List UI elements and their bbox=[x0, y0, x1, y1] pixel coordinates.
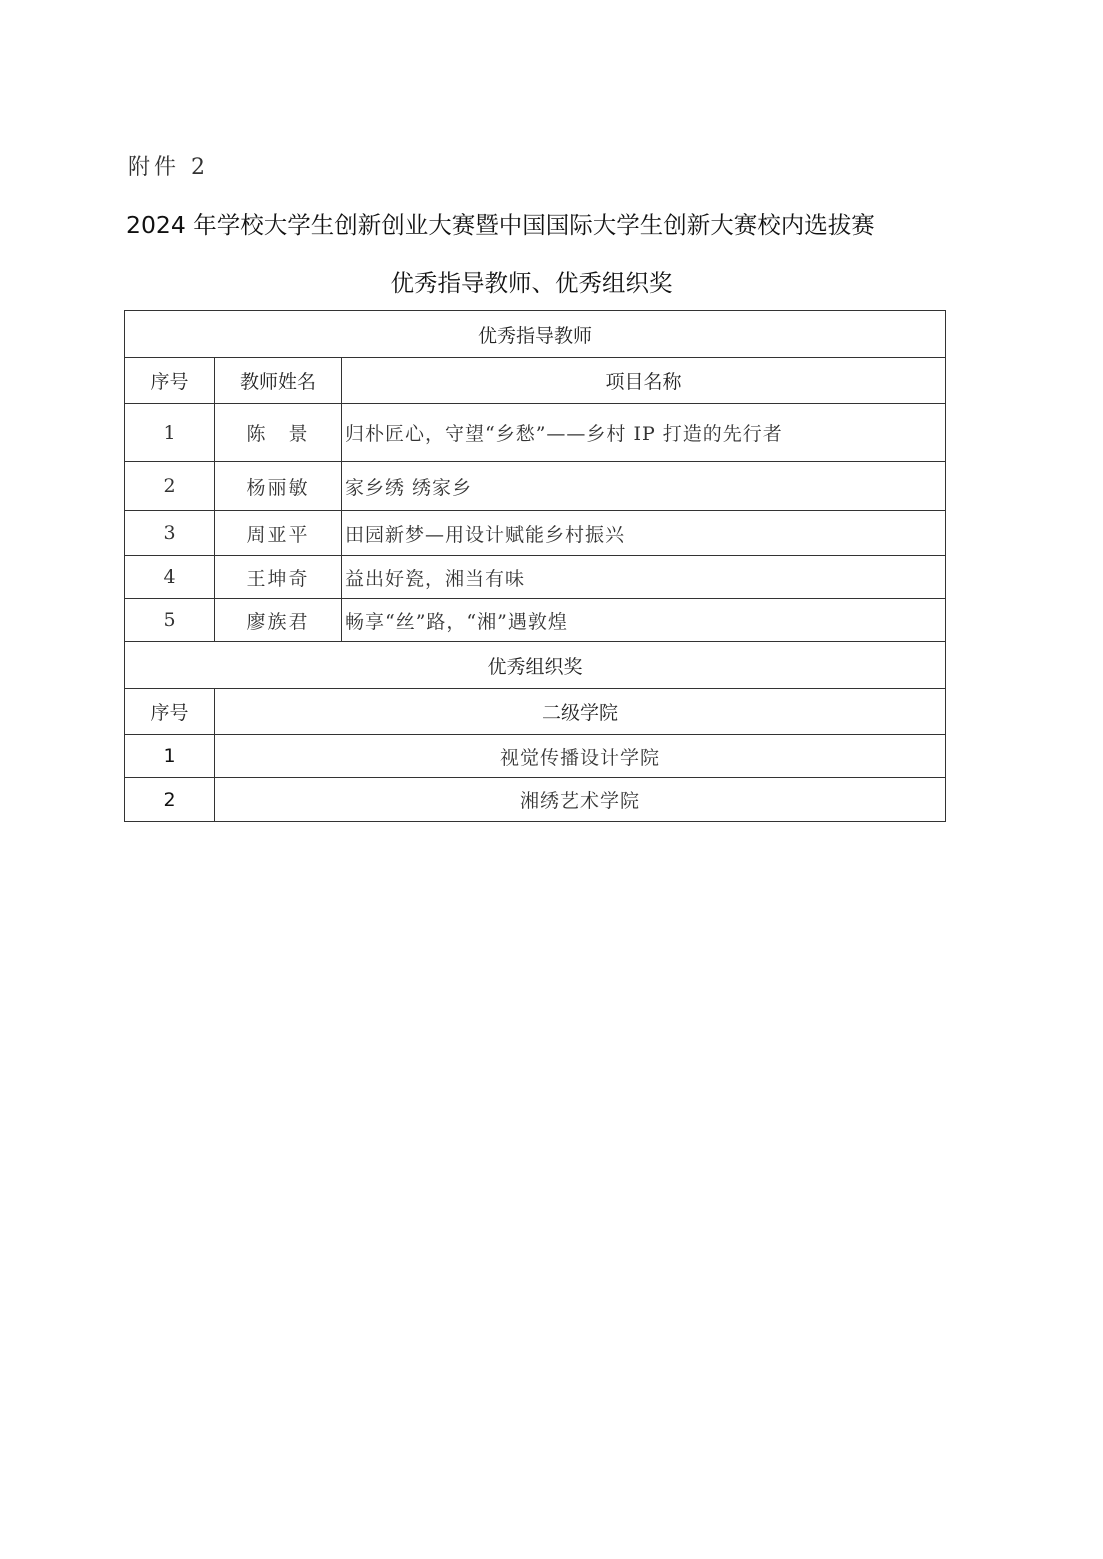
header-project-name: 项目名称 bbox=[342, 358, 946, 404]
teachers-section-row bbox=[125, 311, 946, 358]
table-row bbox=[125, 599, 946, 642]
row-project-name: 归朴匠心，守望“乡愁”——乡村 IP 打造的先行者 bbox=[342, 404, 946, 462]
row-college: 湘绣艺术学院 bbox=[215, 778, 946, 822]
teachers-header-row bbox=[125, 358, 946, 404]
document-subtitle: 优秀指导教师、优秀组织奖 bbox=[390, 269, 673, 297]
row-no: 1 bbox=[125, 735, 215, 778]
row-project-name: 家乡绣 绣家乡 bbox=[342, 462, 946, 511]
table-row bbox=[125, 462, 946, 511]
row-no: 4 bbox=[125, 556, 215, 599]
row-teacher-name: 王坤奇 bbox=[215, 556, 342, 599]
header-no: 序号 bbox=[125, 689, 215, 735]
row-project-name: 畅享“丝”路，“湘”遇敦煌 bbox=[342, 599, 946, 642]
table-row bbox=[125, 778, 946, 822]
row-teacher-name: 杨丽敏 bbox=[215, 462, 342, 511]
table-row bbox=[125, 511, 946, 556]
row-no: 2 bbox=[125, 778, 215, 822]
table-row bbox=[125, 404, 946, 462]
document-title: 2024 年学校大学生创新创业大赛暨中国国际大学生创新大赛校内选拔赛 bbox=[126, 211, 875, 239]
row-teacher-name: 廖族君 bbox=[215, 599, 342, 642]
header-no: 序号 bbox=[125, 358, 215, 404]
row-teacher-name: 陈 景 bbox=[215, 404, 342, 462]
table-row bbox=[125, 735, 946, 778]
row-college: 视觉传播设计学院 bbox=[215, 735, 946, 778]
organization-section-heading: 优秀组织奖 bbox=[125, 642, 946, 689]
row-no: 2 bbox=[125, 462, 215, 511]
row-no: 5 bbox=[125, 599, 215, 642]
row-project-name: 益出好瓷，湘当有味 bbox=[342, 556, 946, 599]
attachment-label: 附件 2 bbox=[128, 155, 209, 180]
teachers-section-heading: 优秀指导教师 bbox=[125, 311, 946, 358]
header-teacher-name: 教师姓名 bbox=[215, 358, 342, 404]
row-no: 1 bbox=[125, 404, 215, 462]
row-no: 3 bbox=[125, 511, 215, 556]
table-row bbox=[125, 556, 946, 599]
row-teacher-name: 周亚平 bbox=[215, 511, 342, 556]
organization-header-row bbox=[125, 689, 946, 735]
row-project-name: 田园新梦—用设计赋能乡村振兴 bbox=[342, 511, 946, 556]
awards-table bbox=[124, 310, 946, 822]
organization-section-row bbox=[125, 642, 946, 689]
header-college: 二级学院 bbox=[215, 689, 946, 735]
